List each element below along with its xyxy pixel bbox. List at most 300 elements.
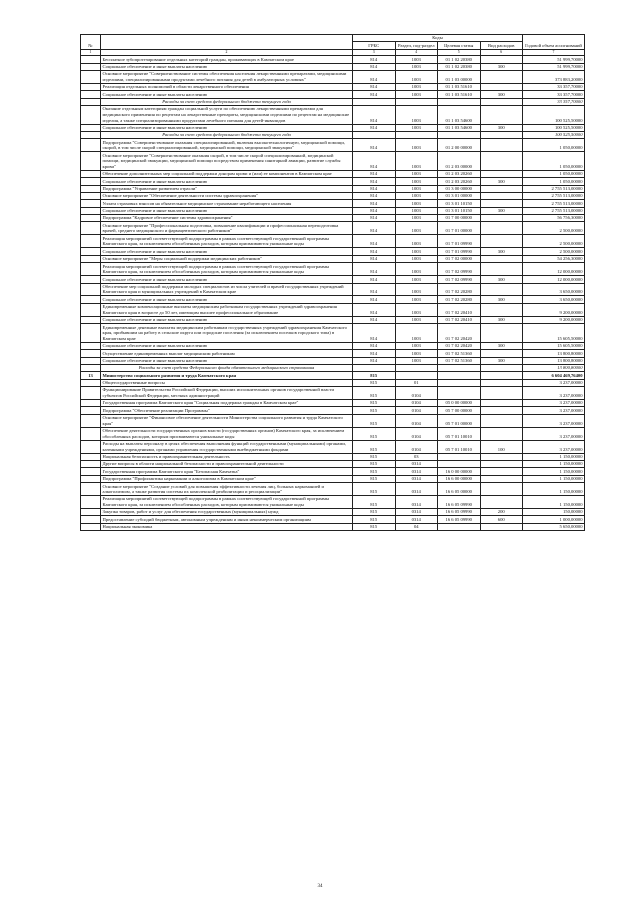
table-row xyxy=(81,215,585,222)
row-target-article: 01 7 02 09990 xyxy=(438,276,481,283)
row-expense-type xyxy=(480,255,523,262)
row-razdel: 1003 xyxy=(395,215,438,222)
row-target-article: 16 6 05 09990 xyxy=(438,509,481,516)
table-row xyxy=(81,427,585,440)
row-number xyxy=(81,303,101,316)
table-header xyxy=(81,35,585,56)
table-row xyxy=(81,523,585,530)
row-target-article xyxy=(438,523,481,530)
row-razdel: 1003 xyxy=(395,56,438,63)
row-expense-type xyxy=(480,364,523,371)
row-expense-type xyxy=(480,185,523,192)
row-grbs: 815 xyxy=(353,414,396,427)
row-grbs: 814 xyxy=(353,222,396,235)
row-amount: 2 755 513,00000 xyxy=(523,207,585,214)
row-amount: 15 605,50000 xyxy=(523,324,585,343)
row-expense-type xyxy=(480,468,523,475)
row-amount: 54 256,30000 xyxy=(523,255,585,262)
row-grbs: 815 xyxy=(353,516,396,523)
row-name: Подпрограмма "Профилактика наркомании и алкоголизма в Камчатском крае" xyxy=(101,475,353,482)
row-razdel: 1003 xyxy=(395,222,438,235)
row-number xyxy=(81,440,101,453)
row-expense-type xyxy=(480,303,523,316)
row-amount: 100 525,50000 xyxy=(523,106,585,125)
row-number xyxy=(81,63,101,70)
table-row xyxy=(81,399,585,406)
row-number xyxy=(81,200,101,207)
row-name: Основное мероприятие "Обеспечение деятельности системы здравоохранения" xyxy=(101,192,353,199)
row-amount: 2 500,00000 xyxy=(523,222,585,235)
row-grbs: 814 xyxy=(353,248,396,255)
row-name: Основное мероприятие "Создание условий для повышения эффективности лечения лиц, больных наркоманией и алкоголизмом, а также развития системы их комплексной реабилитации и ресоциализации" xyxy=(101,483,353,496)
row-amount: 1 150,00000 xyxy=(523,483,585,496)
row-grbs: 814 xyxy=(353,296,396,303)
row-number xyxy=(81,178,101,185)
row-number xyxy=(81,170,101,177)
row-grbs: 814 xyxy=(353,178,396,185)
row-grbs: 814 xyxy=(353,303,396,316)
row-grbs: 814 xyxy=(353,324,396,343)
row-number: 13 xyxy=(81,372,101,379)
row-grbs: 815 xyxy=(353,379,396,386)
row-grbs: 814 xyxy=(353,139,396,152)
table-row xyxy=(81,152,585,171)
row-target-article: 01 1 03 54600 xyxy=(438,106,481,125)
row-razdel: 1003 xyxy=(395,255,438,262)
colnum-5: 5 xyxy=(438,49,481,55)
table-row xyxy=(81,350,585,357)
row-target-article xyxy=(438,387,481,400)
row-razdel: 1003 xyxy=(395,83,438,90)
row-grbs: 814 xyxy=(353,170,396,177)
row-target-article: 01 3 01 00000 xyxy=(438,192,481,199)
table-row xyxy=(81,91,585,98)
row-target-article xyxy=(438,379,481,386)
header-number: № xyxy=(81,35,101,50)
row-razdel: 1003 xyxy=(395,303,438,316)
colnum-6: 6 xyxy=(480,49,523,55)
row-target-article: 01 7 01 09990 xyxy=(438,248,481,255)
row-amount: 1 150,00000 xyxy=(523,461,585,468)
row-target-article: 01 7 02 20410 xyxy=(438,316,481,323)
row-grbs: 814 xyxy=(353,192,396,199)
row-target-article: 01 1 02 20380 xyxy=(438,63,481,70)
row-number xyxy=(81,496,101,509)
row-name: Национальная безопасность и правоохранительная деятельность xyxy=(101,453,353,460)
table-row xyxy=(81,124,585,131)
row-name: Оказание отдельным категориям граждан социальной услуги по обеспечению лекарственными препаратами для медицинского применения по рецептам на лекарственные препараты, медицинскими изделиями по рецептам на медицинские изделия, а также специализированными продуктами лечебного питания для детей-инвалидов xyxy=(101,106,353,125)
row-amount: 3 237,00000 xyxy=(523,440,585,453)
row-razdel: 1003 xyxy=(395,200,438,207)
row-target-article: 01 3 00 00000 xyxy=(438,185,481,192)
row-grbs: 815 xyxy=(353,523,396,530)
table-row xyxy=(81,387,585,400)
row-number xyxy=(81,296,101,303)
table-row xyxy=(81,483,585,496)
table-row xyxy=(81,468,585,475)
funding-source-row xyxy=(81,131,585,138)
colnum-2: 2 xyxy=(101,49,353,55)
row-razdel: 0104 xyxy=(395,387,438,400)
row-number xyxy=(81,399,101,406)
row-amount: 1 150,00000 xyxy=(523,468,585,475)
row-target-article xyxy=(438,98,481,105)
row-name: Другие вопросы в области национальной безопасности и правоохранительной деятельности xyxy=(101,461,353,468)
table-row xyxy=(81,70,585,83)
row-target-article: 05 7 01 10010 xyxy=(438,427,481,440)
row-grbs: 814 xyxy=(353,83,396,90)
row-target-article: 01 2 03 20260 xyxy=(438,170,481,177)
row-name: Расходы на выплаты персоналу в целях обеспечения выполнения функций государственными (муниципальными) органами, казенными учреждениями, органами управления государственными внебюджетными фондами xyxy=(101,440,353,453)
header-amount: Годовой объем ассигнований xyxy=(523,35,585,50)
row-grbs: 814 xyxy=(353,124,396,131)
row-target-article xyxy=(438,364,481,371)
table-row xyxy=(81,248,585,255)
row-razdel xyxy=(395,372,438,379)
row-name: Подпрограмма "Обеспечение реализации Программы" xyxy=(101,407,353,414)
row-grbs: 814 xyxy=(353,56,396,63)
row-amount: 1 150,00000 xyxy=(523,496,585,509)
row-name: Реализация мероприятий соответствующей подпрограммы в рамках соответствующей государственной программы Камчатского края, за исключением обособленных расходов, которым присваиваются уникальные коды xyxy=(101,496,353,509)
row-target-article: 05 7 01 00000 xyxy=(438,414,481,427)
table-row xyxy=(81,200,585,207)
row-expense-type: 300 xyxy=(480,248,523,255)
row-razdel: 1003 xyxy=(395,124,438,131)
budget-table xyxy=(80,34,585,531)
row-grbs: 815 xyxy=(353,440,396,453)
row-number xyxy=(81,70,101,83)
row-number xyxy=(81,475,101,482)
row-target-article: 01 2 00 00000 xyxy=(438,139,481,152)
row-expense-type xyxy=(480,200,523,207)
row-expense-type xyxy=(480,83,523,90)
row-expense-type: 300 xyxy=(480,316,523,323)
row-amount: 1 150,00000 xyxy=(523,475,585,482)
row-number xyxy=(81,215,101,222)
row-target-article: 01 1 03 51610 xyxy=(438,91,481,98)
row-razdel: 1003 xyxy=(395,178,438,185)
colnum-1: 1 xyxy=(81,49,101,55)
row-name: Государственная программа Камчатского края "Безопасная Камчатка" xyxy=(101,468,353,475)
row-expense-type: 300 xyxy=(480,91,523,98)
row-amount: 56 756,30000 xyxy=(523,215,585,222)
table-row xyxy=(81,192,585,199)
table-row xyxy=(81,516,585,523)
row-razdel: 1003 xyxy=(395,63,438,70)
row-name: Основное мероприятие "Профессиональная подготовка, повышение квалификации и профессиональная переподготовка врачей, среднего медицинского и фармацевтического работников" xyxy=(101,222,353,235)
row-number xyxy=(81,364,101,371)
row-expense-type: 300 xyxy=(480,357,523,364)
row-expense-type: 100 xyxy=(480,440,523,453)
row-amount: 51 999,70000 xyxy=(523,56,585,63)
row-name: Социальное обеспечение и иные выплаты населению xyxy=(101,124,353,131)
row-name: Государственная программа Камчатского края "Социальная поддержка граждан в Камчатском крае" xyxy=(101,399,353,406)
row-name: Социальное обеспечение и иные выплаты населению xyxy=(101,91,353,98)
row-grbs: 814 xyxy=(353,283,396,296)
table-row xyxy=(81,440,585,453)
row-target-article: 01 7 01 00000 xyxy=(438,222,481,235)
row-name: Осуществление единовременных выплат медицинским работникам xyxy=(101,350,353,357)
row-amount: 2 500,00000 xyxy=(523,248,585,255)
row-expense-type: 300 xyxy=(480,296,523,303)
row-number xyxy=(81,98,101,105)
row-number xyxy=(81,276,101,283)
table-row xyxy=(81,178,585,185)
row-name: Социальное обеспечение и иные выплаты населению xyxy=(101,316,353,323)
colnum-4: 4 xyxy=(395,49,438,55)
row-grbs: 815 xyxy=(353,453,396,460)
table-row xyxy=(81,303,585,316)
row-name: Основное мероприятие "Меры социальной поддержки медицинских работников" xyxy=(101,255,353,262)
row-target-article: 01 1 03 00000 xyxy=(438,70,481,83)
row-number xyxy=(81,152,101,171)
header-name xyxy=(101,35,353,50)
row-name: Национальная экономика xyxy=(101,523,353,530)
row-grbs: 815 xyxy=(353,496,396,509)
row-expense-type xyxy=(480,106,523,125)
row-number xyxy=(81,357,101,364)
row-expense-type xyxy=(480,379,523,386)
row-expense-type: 300 xyxy=(480,124,523,131)
row-razdel: 0314 xyxy=(395,461,438,468)
row-name: Подпрограмма "Кадровое обеспечение системы здравоохранения" xyxy=(101,215,353,222)
row-amount: 12 000,00000 xyxy=(523,276,585,283)
row-amount: 1 000,00000 xyxy=(523,516,585,523)
table-row xyxy=(81,139,585,152)
table-row xyxy=(81,324,585,343)
row-expense-type xyxy=(480,192,523,199)
row-expense-type xyxy=(480,399,523,406)
row-target-article xyxy=(438,131,481,138)
row-razdel: 1003 xyxy=(395,263,438,276)
table-row xyxy=(81,235,585,248)
row-amount: 13 800,80000 xyxy=(523,357,585,364)
row-amount: 5 650,00000 xyxy=(523,523,585,530)
row-amount: 13 800,80000 xyxy=(523,364,585,371)
row-number xyxy=(81,414,101,427)
header-grbs: ГРБС xyxy=(353,42,396,49)
row-razdel: 04 xyxy=(395,523,438,530)
row-number xyxy=(81,124,101,131)
row-grbs: 814 xyxy=(353,276,396,283)
row-target-article: 01 7 01 09990 xyxy=(438,235,481,248)
row-expense-type xyxy=(480,475,523,482)
row-name: Единовременные компенсационные выплаты медицинским работникам государственных учреждений здравоохранения Камчатского края в возрасте до 50 лет, имеющим высшее профессиональное образование xyxy=(101,303,353,316)
header-razdel: Раздел, под-раздел xyxy=(395,42,438,49)
row-expense-type xyxy=(480,483,523,496)
row-target-article: 01 7 02 20420 xyxy=(438,342,481,349)
table-row xyxy=(81,56,585,63)
row-name: Реализация мероприятий соответствующей подпрограммы в рамках соответствующей государственной программы Камчатского края, за исключением обособленных расходов, которым присваиваются уникальные коды xyxy=(101,235,353,248)
row-razdel: 0314 xyxy=(395,475,438,482)
colnum-7: 7 xyxy=(523,49,585,55)
colnum-3: 3 xyxy=(353,49,396,55)
row-name: Основное мероприятие "Совершенствование оказания скорой, в том числе скорой специализированной, медицинской помощи, медицинской эвакуации, медицинской помощи посредством применения санитарной авиации, развитие службы крови" xyxy=(101,152,353,171)
row-expense-type xyxy=(480,215,523,222)
table-row xyxy=(81,357,585,364)
row-name: Расходы за счет средств федерального бюджета текущего года xyxy=(101,98,353,105)
row-amount: 1 050,00000 xyxy=(523,170,585,177)
row-number xyxy=(81,207,101,214)
row-amount: 3 237,00000 xyxy=(523,414,585,427)
row-expense-type: 300 xyxy=(480,207,523,214)
row-expense-type xyxy=(480,152,523,171)
table-row xyxy=(81,207,585,214)
row-grbs: 815 xyxy=(353,407,396,414)
row-number xyxy=(81,316,101,323)
row-grbs: 814 xyxy=(353,152,396,171)
row-number xyxy=(81,468,101,475)
row-grbs: 814 xyxy=(353,91,396,98)
row-number xyxy=(81,342,101,349)
row-razdel: 1003 xyxy=(395,139,438,152)
row-amount: 12 000,00000 xyxy=(523,263,585,276)
row-target-article: 01 7 02 20410 xyxy=(438,303,481,316)
row-expense-type xyxy=(480,453,523,460)
row-amount: 1 050,00000 xyxy=(523,152,585,171)
row-razdel: 1003 xyxy=(395,235,438,248)
row-razdel: 1003 xyxy=(395,152,438,171)
row-number xyxy=(81,131,101,138)
table-row xyxy=(81,63,585,70)
row-razdel xyxy=(395,98,438,105)
table-row xyxy=(81,414,585,427)
row-number xyxy=(81,453,101,460)
row-target-article xyxy=(438,453,481,460)
row-number xyxy=(81,222,101,235)
row-name: Обеспечение деятельности государственных органов власти (государственных органов) Камчатского края, за исключением обособленных расходов, которым присваиваются уникальные коды xyxy=(101,427,353,440)
row-expense-type: 300 xyxy=(480,178,523,185)
table-row xyxy=(81,316,585,323)
row-name: Расходы за счет средств федерального бюджета текущего года xyxy=(101,131,353,138)
row-expense-type: 300 xyxy=(480,63,523,70)
row-razdel: 1003 xyxy=(395,248,438,255)
row-target-article: 01 7 02 09990 xyxy=(438,263,481,276)
row-razdel: 1003 xyxy=(395,296,438,303)
row-razdel: 1003 xyxy=(395,316,438,323)
row-amount: 373 883,20000 xyxy=(523,70,585,83)
row-expense-type xyxy=(480,387,523,400)
row-razdel: 1003 xyxy=(395,357,438,364)
row-amount: 2 755 513,00000 xyxy=(523,192,585,199)
row-target-article: 01 1 02 20380 xyxy=(438,56,481,63)
row-target-article: 16 0 00 00000 xyxy=(438,468,481,475)
table-row xyxy=(81,83,585,90)
row-amount: 1 050,00000 xyxy=(523,139,585,152)
row-razdel: 1003 xyxy=(395,91,438,98)
row-razdel: 0314 xyxy=(395,509,438,516)
row-razdel: 0314 xyxy=(395,516,438,523)
row-expense-type xyxy=(480,222,523,235)
row-target-article: 16 6 05 09990 xyxy=(438,516,481,523)
table-row xyxy=(81,461,585,468)
row-name: Социальное обеспечение и иные выплаты населению xyxy=(101,207,353,214)
row-name: Подпрограмма "Совершенствование оказания специализированной, включая высокотехнологичную, медицинской помощи, скорой, в том числе скорой специализированной, медицинской помощи, медицинской эвакуации" xyxy=(101,139,353,152)
row-number xyxy=(81,387,101,400)
row-name: Реализация мероприятий соответствующей подпрограммы в рамках соответствующей государственной программы Камчатского края, за исключением обособленных расходов, которым присваиваются уникальные коды xyxy=(101,263,353,276)
header-row-1 xyxy=(81,35,585,42)
row-target-article xyxy=(438,461,481,468)
table-row xyxy=(81,222,585,235)
row-razdel: 0104 xyxy=(395,414,438,427)
row-grbs: 815 xyxy=(353,483,396,496)
row-amount: 2 755 513,00000 xyxy=(523,200,585,207)
row-razdel: 1003 xyxy=(395,350,438,357)
row-number xyxy=(81,379,101,386)
row-expense-type xyxy=(480,263,523,276)
row-target-article: 01 7 02 00000 xyxy=(438,255,481,262)
row-number xyxy=(81,139,101,152)
row-amount: 2 755 513,00000 xyxy=(523,185,585,192)
row-grbs: 814 xyxy=(353,357,396,364)
row-amount: 33 357,70000 xyxy=(523,83,585,90)
row-grbs: 814 xyxy=(353,316,396,323)
table-row xyxy=(81,170,585,177)
row-razdel: 1003 xyxy=(395,342,438,349)
row-razdel: 1003 xyxy=(395,324,438,343)
row-razdel: 0314 xyxy=(395,483,438,496)
row-name: Социальное обеспечение и иные выплаты населению xyxy=(101,248,353,255)
row-target-article: 16 6 05 00000 xyxy=(438,483,481,496)
table-row xyxy=(81,255,585,262)
row-number xyxy=(81,516,101,523)
row-grbs: 814 xyxy=(353,207,396,214)
row-expense-type xyxy=(480,427,523,440)
row-amount: 3 237,00000 xyxy=(523,427,585,440)
row-number xyxy=(81,192,101,199)
row-amount: 9 200,00000 xyxy=(523,316,585,323)
row-razdel: 1003 xyxy=(395,192,438,199)
row-amount: 1 150,00000 xyxy=(523,453,585,460)
row-grbs: 814 xyxy=(353,342,396,349)
row-number xyxy=(81,248,101,255)
row-grbs: 815 xyxy=(353,475,396,482)
row-grbs: 815 xyxy=(353,509,396,516)
row-number xyxy=(81,255,101,262)
row-razdel: 0104 xyxy=(395,399,438,406)
row-amount: 15 605,50000 xyxy=(523,342,585,349)
row-number xyxy=(81,91,101,98)
row-number xyxy=(81,106,101,125)
row-grbs: 814 xyxy=(353,215,396,222)
row-expense-type xyxy=(480,461,523,468)
row-number xyxy=(81,263,101,276)
row-grbs xyxy=(353,98,396,105)
table-row xyxy=(81,185,585,192)
table-row xyxy=(81,509,585,516)
row-expense-type xyxy=(480,496,523,509)
row-grbs: 814 xyxy=(353,350,396,357)
section-row xyxy=(81,372,585,379)
row-number xyxy=(81,56,101,63)
row-razdel: 03 xyxy=(395,453,438,460)
row-name: Общегосударственные вопросы xyxy=(101,379,353,386)
row-expense-type xyxy=(480,407,523,414)
row-amount: 3 650,00000 xyxy=(523,283,585,296)
row-expense-type: 600 xyxy=(480,516,523,523)
row-target-article: 05 7 01 10010 xyxy=(438,440,481,453)
row-name: Социальное обеспечение и иные выплаты населению xyxy=(101,357,353,364)
row-name: Расходы за счет средств Федерального фонда обязательного медицинского страхования xyxy=(101,364,353,371)
table-row xyxy=(81,342,585,349)
row-number xyxy=(81,235,101,248)
row-target-article: 16 6 05 09990 xyxy=(438,496,481,509)
table-row xyxy=(81,407,585,414)
table-row xyxy=(81,276,585,283)
row-razdel: 1003 xyxy=(395,70,438,83)
table-row xyxy=(81,263,585,276)
row-number xyxy=(81,483,101,496)
